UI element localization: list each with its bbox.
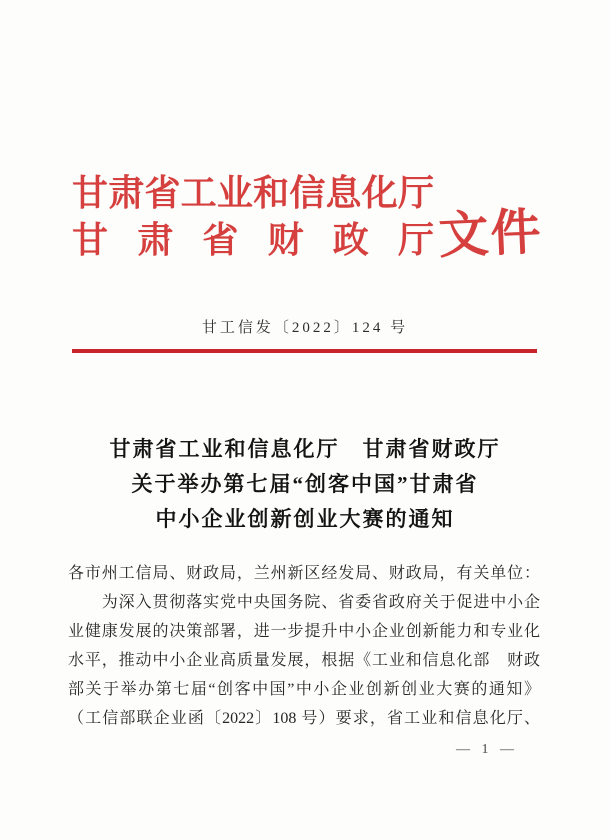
title-line-2: 关于举办第七届“创客中国”甘肃省 [131, 472, 479, 496]
document-number: 甘工信发〔2022〕124 号 [201, 320, 409, 336]
letterhead [72, 170, 434, 264]
title-line-3: 中小企业创新创业大赛的通知 [155, 507, 455, 531]
agency-name-secondary: 甘肃省财政厅 [72, 220, 434, 260]
body-line: 为深入贯彻落实党中央国务院、省委省政府关于促进中小企 [68, 594, 540, 611]
body-line-salutation: 各市州工信局、财政局，兰州新区经发局、财政局，有关单位： [68, 565, 540, 582]
body-line: 业健康发展的决策部署，进一步提升中小企业创新能力和专业化 [68, 623, 540, 640]
body-line: （工信部联企业函〔2022〕108 号）要求，省工业和信息化厅、 [68, 710, 540, 727]
page-number: — 1 — [456, 742, 518, 757]
body-line: 水平，推动中小企业高质量发展，根据《工业和信息化部 财政 [68, 652, 540, 669]
agency-name-primary: 甘肃省工业和信息化厅 [72, 173, 434, 213]
document-title [35, 432, 575, 537]
title-line-1: 甘肃省工业和信息化厅 甘肃省财政厅 [109, 437, 501, 461]
document-type-label: 文件 [437, 203, 544, 265]
document-body [68, 559, 540, 733]
red-divider-line [72, 349, 537, 353]
body-line: 部关于举办第七届“创客中国”中小企业创新创业大赛的通知》 [68, 681, 540, 698]
